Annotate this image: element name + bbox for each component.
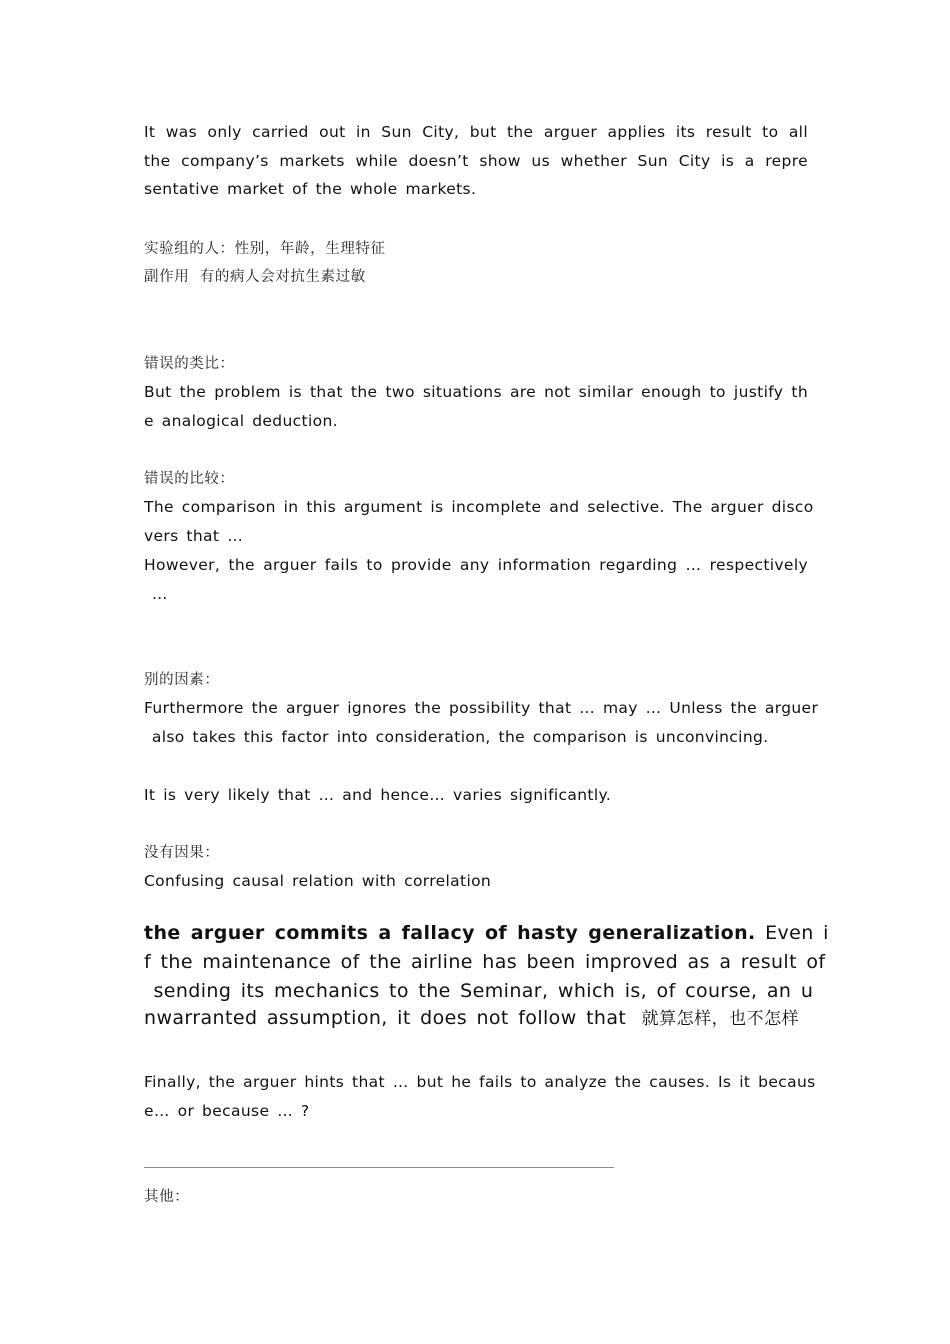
separator-line <box>144 1167 614 1168</box>
paragraph-line: It is very likely that … and hence… varies significantly. <box>144 786 612 804</box>
paragraph-line: But the problem is that the two situations are not similar enough to justify th <box>144 383 808 401</box>
paragraph-line: sentative market of the whole markets. <box>144 180 477 198</box>
paragraph-line: The comparison in this argument is incomplete and selective. The arguer disco <box>144 498 814 516</box>
paragraph-line: vers that … <box>144 527 244 545</box>
text-span-chinese: 就算怎样，也不怎样 <box>635 1009 800 1029</box>
section-heading: 别的因素： <box>144 672 220 688</box>
paragraph-line <box>144 921 829 945</box>
paragraph-line: Furthermore the arguer ignores the possibility that … may … Unless the arguer <box>144 699 819 717</box>
section-heading: 错误的类比： <box>144 356 235 372</box>
text-span: Even i <box>755 922 829 944</box>
paragraph-line: However, the arguer fails to provide any information regarding … respectively <box>144 556 808 574</box>
paragraph-line: … <box>144 585 168 603</box>
section-heading: 没有因果： <box>144 845 220 861</box>
paragraph-line: e analogical deduction. <box>144 412 338 430</box>
paragraph-line: f the maintenance of the airline has been improved as a result of <box>144 951 826 973</box>
note-line: 实验组的人：性别，年龄，生理特征 <box>144 241 386 257</box>
paragraph-line: Finally, the arguer hints that … but he fails to analyze the causes. Is it becaus <box>144 1073 816 1091</box>
paragraph-line <box>144 1006 808 1031</box>
section-heading: 其他： <box>144 1189 190 1205</box>
paragraph-line: sending its mechanics to the Seminar, which is, of course, an u <box>144 980 814 1002</box>
section-heading: 错误的比较： <box>144 471 235 487</box>
text-span: nwarranted assumption, it does not follow that <box>144 1007 636 1029</box>
bold-phrase: the arguer commits a fallacy of hasty generalization. <box>144 922 756 944</box>
paragraph-line: also takes this factor into consideration, the comparison is unconvincing. <box>144 728 769 746</box>
note-line: 副作用 有的病人会对抗生素过敏 <box>144 269 366 285</box>
paragraph-line: the company’s markets while doesn’t show us whether Sun City is a repre <box>144 152 808 170</box>
paragraph-line: e… or because … ? <box>144 1102 310 1120</box>
paragraph-line: Confusing causal relation with correlation <box>144 872 492 890</box>
paragraph-line: It was only carried out in Sun City, but the arguer applies its result to all <box>144 123 808 141</box>
